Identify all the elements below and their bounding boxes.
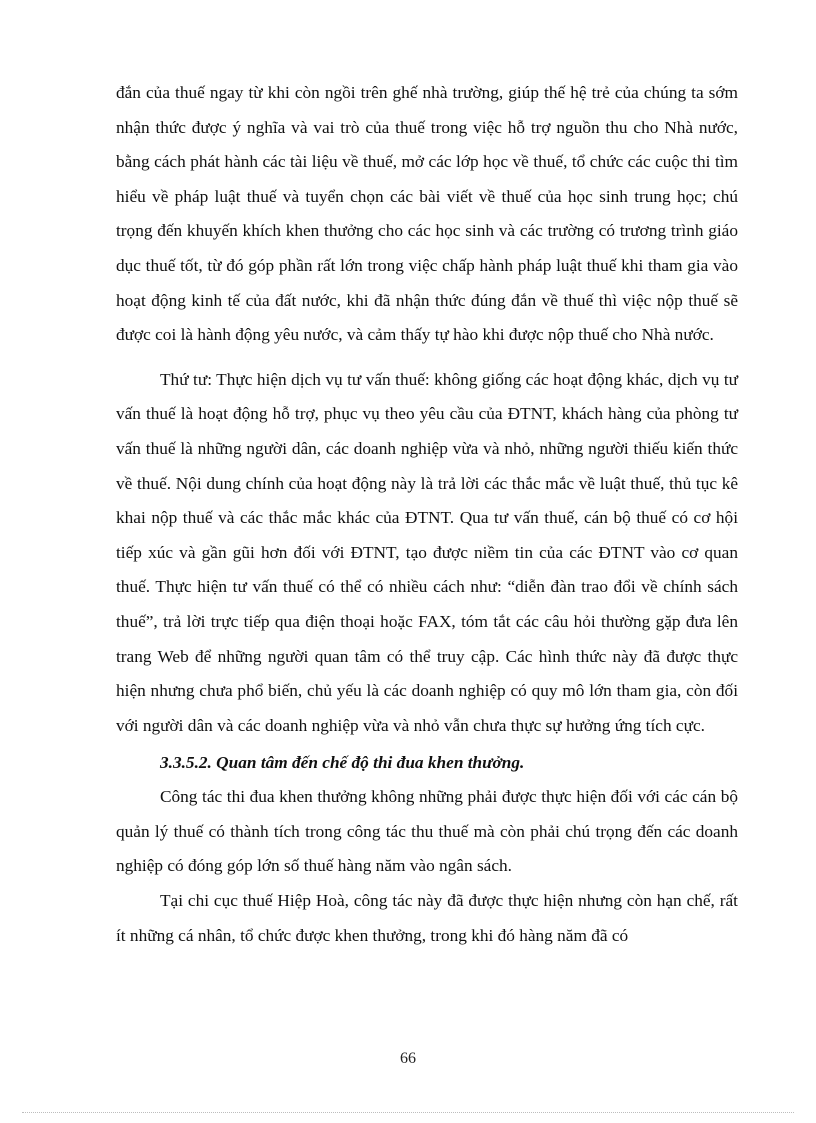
paragraph-emulation-reward: Công tác thi đua khen thưởng không những phải được thực hiện đối với các cán bộ quản lý thuế có thành tích trong công tác thu thuế mà còn phải chú trọng đến các doanh nghiệp có đóng góp lớn số thuế hàng năm vào ngân sách. (116, 787, 738, 876)
document-body (116, 76, 738, 953)
footer-divider (22, 1112, 794, 1113)
paragraph-tax-consulting: Thứ tư: Thực hiện dịch vụ tư vấn thuế: không giống các hoạt động khác, dịch vụ tư vấn thuế là hoạt động hỗ trợ, phục vụ theo yêu cầu của ĐTNT, khách hàng của phòng tư vấn thuế là những người dân, các doanh nghiệp vừa và nhỏ, những người thiếu kiến thức về thuế. Nội dung chính của hoạt động này là trả lời các thắc mắc về luật thuế, thủ tục kê khai nộp thuế và các thắc mắc khác của ĐTNT. Qua tư vấn thuế, cán bộ thuế có cơ hội tiếp xúc và gần gũi hơn đối với ĐTNT, tạo được niềm tin của các ĐTNT vào cơ quan thuế. Thực hiện tư vấn thuế có thể có nhiều cách như: “diễn đàn trao đổi về chính sách thuế”, trả lời trực tiếp qua điện thoại hoặc FAX, tóm tắt các câu hỏi thường gặp đưa lên trang Web để những người quan tâm có thể truy cập. Các hình thức này đã được thực hiện nhưng chưa phổ biến, chủ yếu là các doanh nghiệp có quy mô lớn tham gia, còn đối với người dân và các doanh nghiệp vừa và nhỏ vẫn chưa thực sự hưởng ứng tích cực. (116, 369, 738, 735)
section-heading: 3.3.5.2. Quan tâm đến chế độ thi đua khen thưởng. (160, 753, 525, 773)
page-number: 66 (400, 1050, 416, 1067)
paragraph-hiep-hoa: Tại chi cục thuế Hiệp Hoà, công tác này đã được thực hiện nhưng còn hạn chế, rất ít những cá nhân, tổ chức được khen thưởng, trong khi đó hàng năm đã có (116, 891, 738, 945)
paragraph-continued: đắn của thuế ngay từ khi còn ngồi trên ghế nhà trường, giúp thế hệ trẻ của chúng ta sớm nhận thức được ý nghĩa và vai trò của thuế trong việc hỗ trợ nguồn thu cho Nhà nước, bằng cách phát hành các tài liệu về thuế, mở các lớp học về thuế, tổ chức các cuộc thi tìm hiểu về pháp luật thuế và tuyển chọn các bài viết về thuế của học sinh trung học; chú trọng đến khuyến khích khen thưởng cho các học sinh và các trường có trương trình giáo dục thuế tốt, từ đó góp phần rất lớn trong việc chấp hành pháp luật thuế khi tham gia vào hoạt động kinh tế của đất nước, khi đã nhận thức đúng đắn về thuế thì việc nộp thuế sẽ được coi là hành động yêu nước, và cảm thấy tự hào khi được nộp thuế cho Nhà nước. (116, 83, 738, 345)
